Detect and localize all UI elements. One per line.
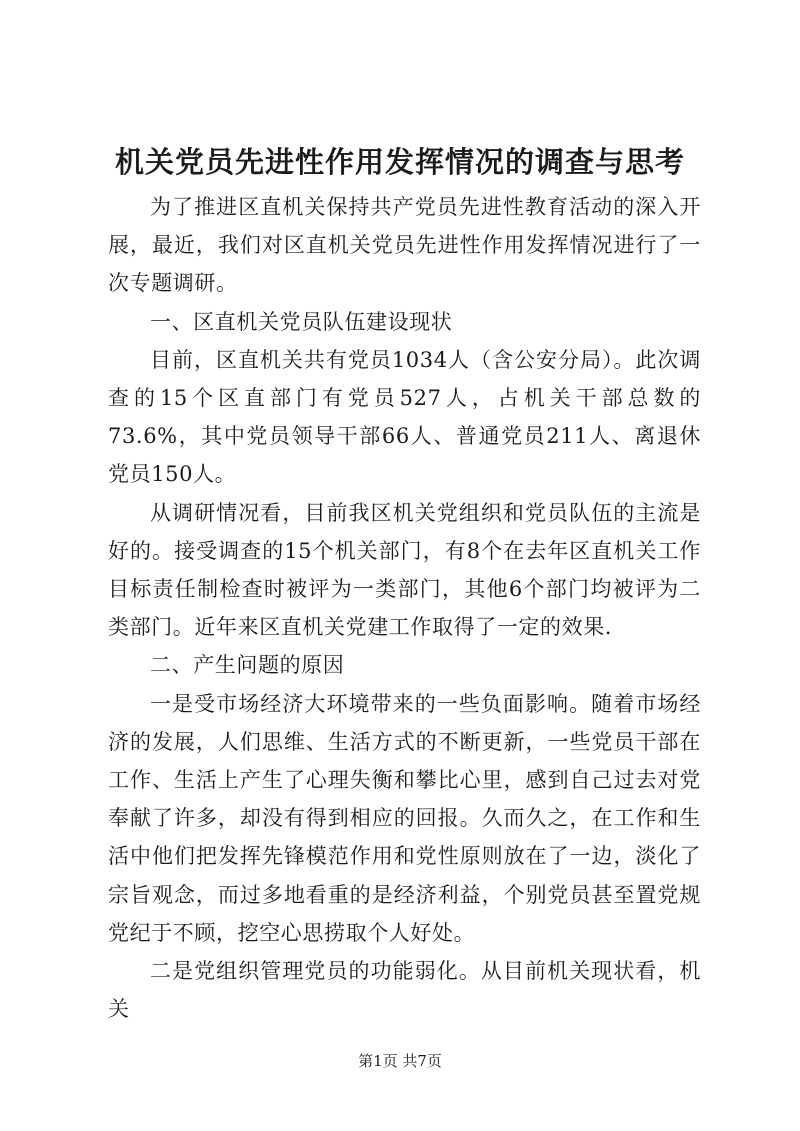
section-heading-2: 二、产生问题的原因 [150,653,345,678]
paragraph-current-status: 目前，区直机关共有党员1034人（含公安分局）。此次调查的15个区直部门有党员527人，占机关干部总数的73.6%，其中党员领导干部66人、普通党员211人、离退休党员150人。 [108,347,701,487]
paragraph-intro: 为了推进区直机关保持共产党员先进性教育活动的深入开展，最近，我们对区直机关党员先进性作用发挥情况进行了一次专题调研。 [108,195,701,296]
document-body [108,188,701,1028]
paragraph-reason-1: 一是受市场经济大环境带来的一些负面影响。随着市场经济的发展，人们思维、生活方式的不断更新，一些党员干部在工作、生活上产生了心理失衡和攀比心里，感到自己过去对党奉献了许多，却没有得到相应的回报。久而久之，在工作和生活中他们把发挥先锋模范作用和党性原则放在了一边，淡化了宗旨观念，而过多地看重的是经济利益，个别党员甚至置党规党纪于不顾，挖空心思捞取个人好处。 [108,691,701,945]
page-title: 机关党员先进性作用发挥情况的调查与思考 [114,145,685,179]
paragraph-survey-findings: 从调研情况看，目前我区机关党组织和党员队伍的主流是好的。接受调查的15个机关部门，有8个在去年区直机关工作目标责任制检查时被评为一类部门，其他6个部门均被评为二类部门。近年来区直机关党建工作取得了一定的效果. [108,500,701,640]
paragraph-reason-2: 二是党组织管理党员的功能弱化。从目前机关现状看，机关 [108,959,701,1022]
page-footer: 第1页 共7页 [358,1052,442,1070]
section-heading-1: 一、区直机关党员队伍建设现状 [150,309,453,334]
